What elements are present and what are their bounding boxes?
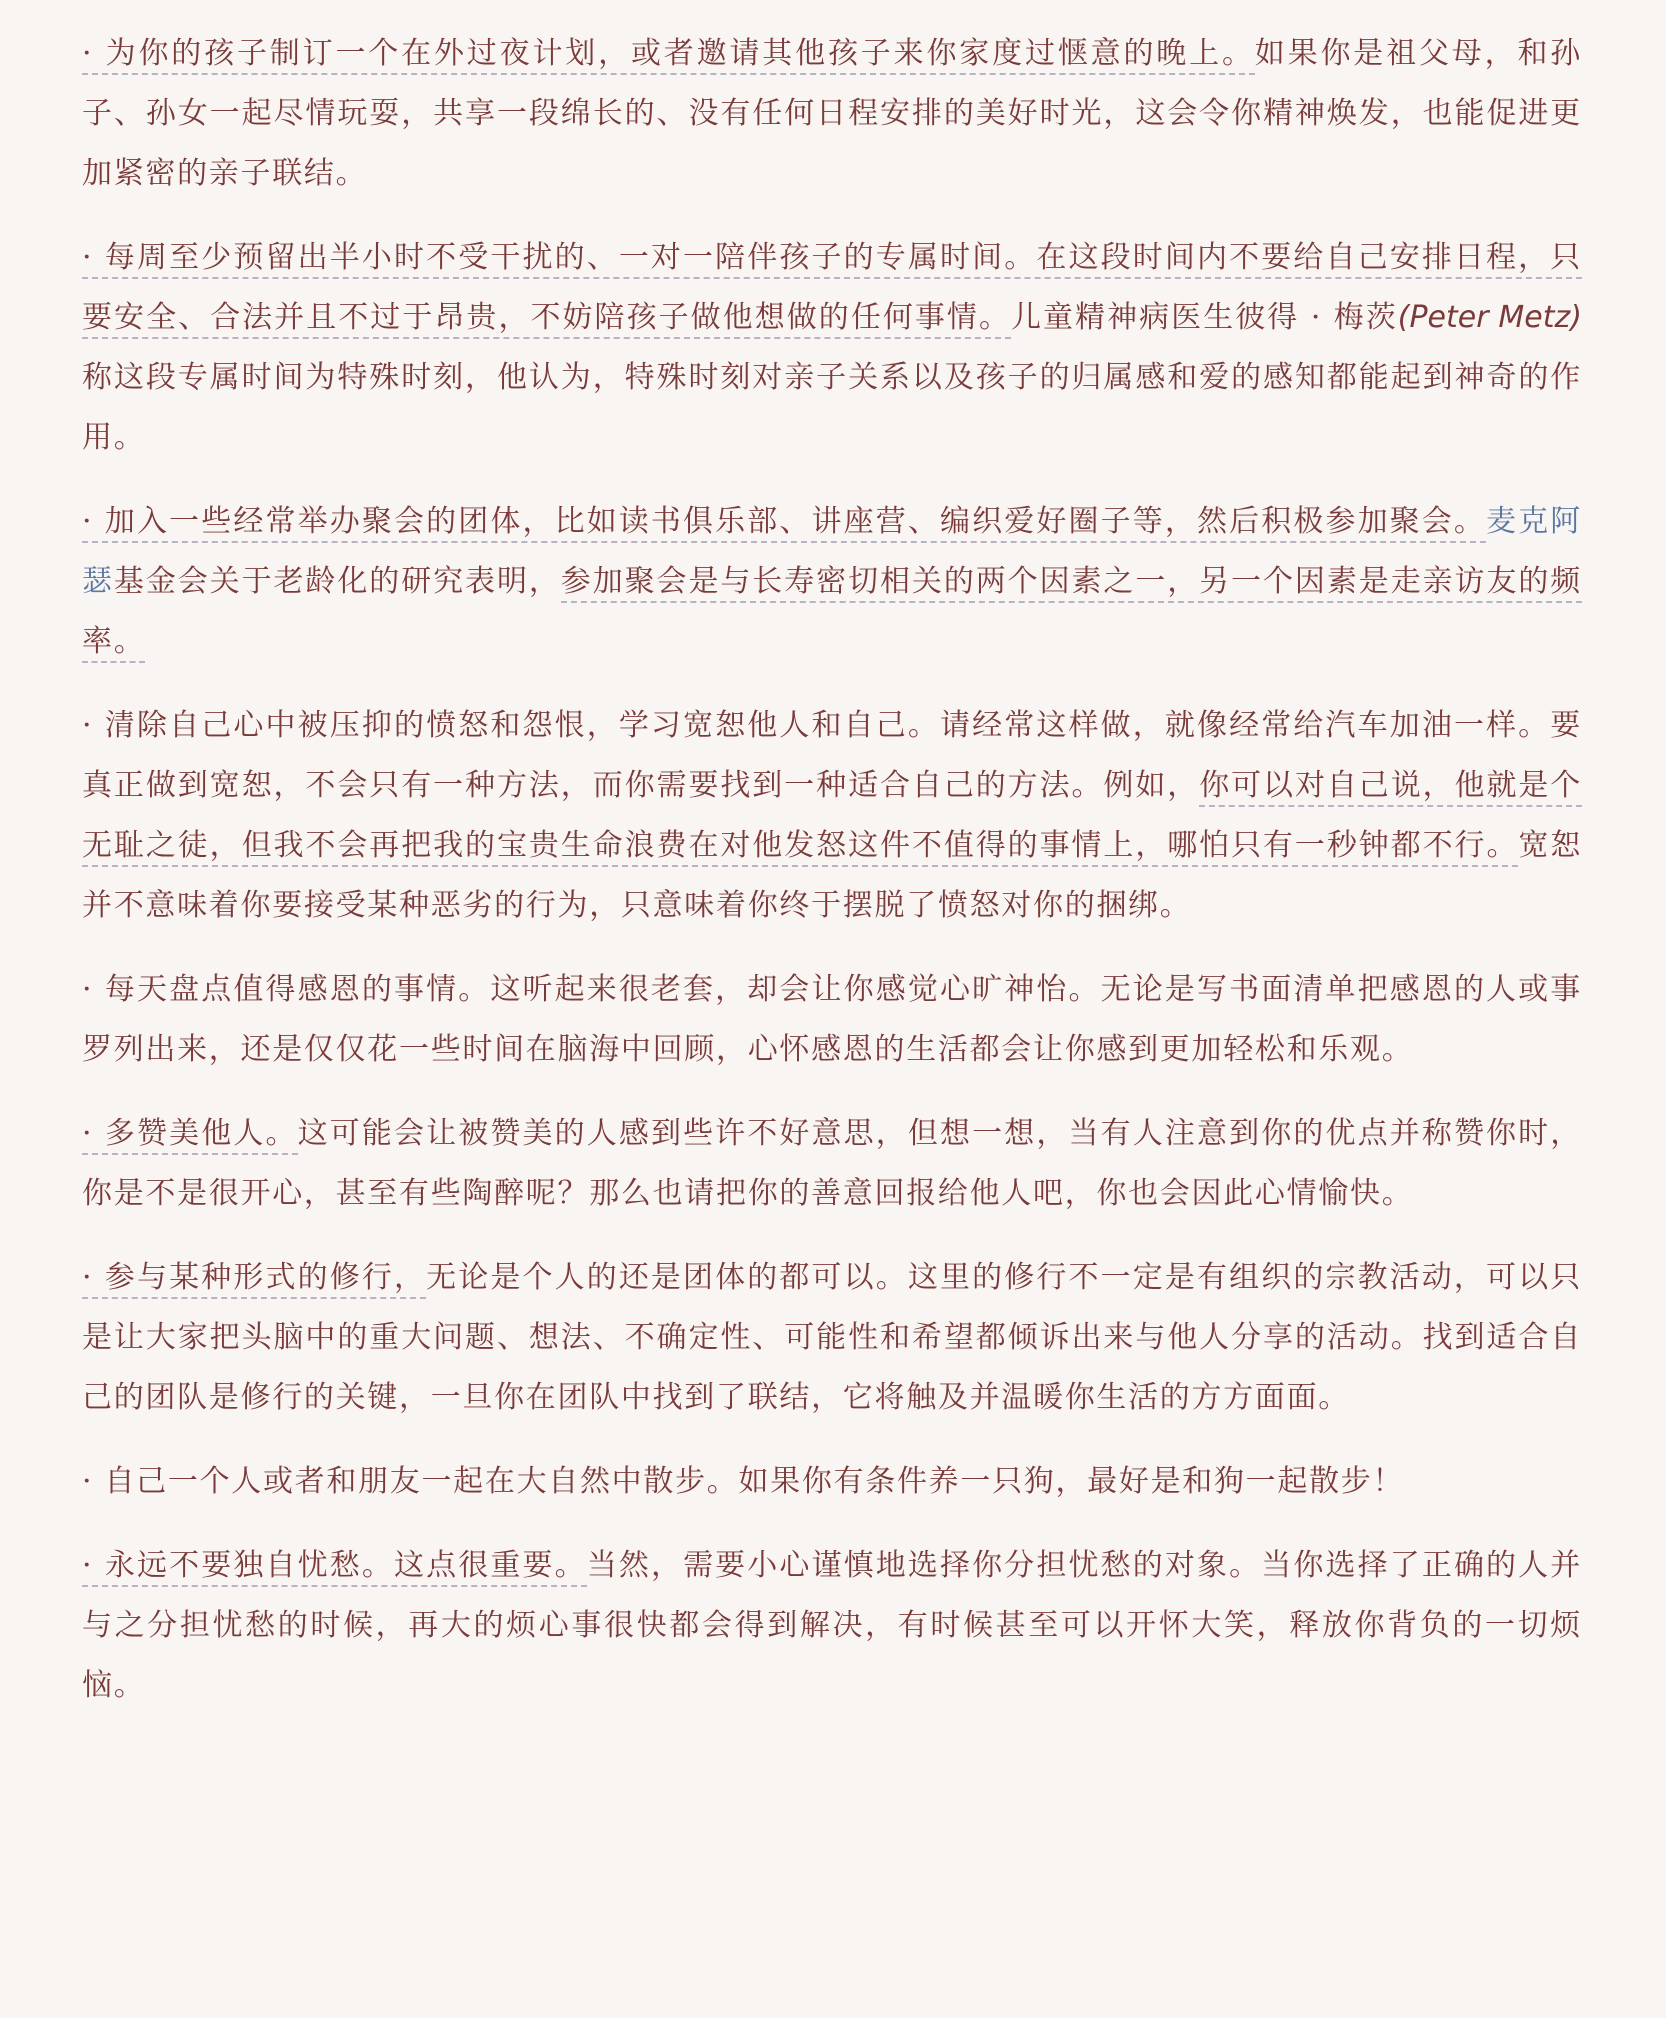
highlight-annotation[interactable]: 参加聚会是与长寿密切相关的两个因素之一，另一个因素是走亲访友的频率。: [82, 564, 1582, 663]
highlight-annotation[interactable]: · 为你的孩子制订一个在外过夜计划，或者邀请其他孩子来你家度过惬意的晚上。: [82, 36, 1255, 75]
text-run: · 自己一个人或者和朋友一起在大自然中散步。如果你有条件养一只狗，最好是和狗一起散步！: [82, 1464, 1405, 1499]
latin-name: (Peter Metz): [1397, 300, 1582, 335]
text-run: · 清除自己心中被压抑的愤怒和怨恨，学习宽恕他人和自己。请经常这样做，就像经常给汽车加油一样。要真正做到宽恕，不会只有一种方法，而你需要找到一种适合自己的方法。例如，: [82, 708, 1582, 803]
paragraph-1: [82, 24, 1582, 204]
text-run: 基金会关于老龄化的研究表明，: [113, 564, 561, 599]
highlight-annotation[interactable]: 你可以对自己说，他就是个无耻之徒，但我不会再把我的宝贵生命浪费在对他发怒这件不值得的事情上，哪怕只有一秒钟都不行。: [82, 768, 1582, 867]
text-run: 称这段专属时间为特殊时刻，他认为，特殊时刻对亲子关系以及孩子的归属感和爱的感知都能起到神奇的作用。: [82, 360, 1582, 455]
paragraph-7: [82, 1248, 1582, 1428]
highlight-annotation[interactable]: · 永远不要独自忧愁。这点很重要。: [82, 1548, 587, 1587]
paragraph-9: [82, 1536, 1582, 1716]
highlight-annotation[interactable]: · 多赞美他人。: [82, 1116, 298, 1155]
paragraph-6: [82, 1104, 1582, 1224]
macarthur-link[interactable]: 麦克阿瑟: [82, 504, 1582, 599]
paragraph-3: [82, 492, 1582, 672]
paragraph-4: [82, 696, 1582, 936]
highlight-annotation[interactable]: · 每周至少预留出半小时不受干扰的、一对一陪伴孩子的专属时间。在这段时间内不要给自己安排日程，只要安全、合法并且不过于昂贵，不妨陪孩子做他想做的任何事情。: [82, 240, 1582, 339]
text-run: 无论是个人的还是团体的都可以。这里的修行不一定是有组织的宗教活动，可以只是让大家把头脑中的重大问题、想法、不确定性、可能性和希望都倾诉出来与他人分享的活动。找到适合自己的团队是修行的关键，一旦你在团队中找到了联结，它将触及并温暖你生活的方方面面。: [82, 1260, 1582, 1415]
text-run: 儿童精神病医生彼得 · 梅茨: [1010, 300, 1398, 335]
text-run: 这可能会让被赞美的人感到些许不好意思，但想一想，当有人注意到你的优点并称赞你时，你是不是很开心，甚至有些陶醉呢？那么也请把你的善意回报给他人吧，你也会因此心情愉快。: [82, 1116, 1582, 1211]
paragraph-8: [82, 1452, 1582, 1512]
text-run: 如果你是祖父母，和孙子、孙女一起尽情玩耍，共享一段绵长的、没有任何日程安排的美好时光，这会令你精神焕发，也能促进更加紧密的亲子联结。: [82, 36, 1583, 191]
paragraph-2: [82, 228, 1582, 468]
highlight-annotation[interactable]: · 加入一些经常举办聚会的团体，比如读书俱乐部、讲座营、编织爱好圈子等，然后积极参加聚会。: [82, 504, 1486, 543]
highlight-annotation[interactable]: · 参与某种形式的修行，: [82, 1260, 426, 1299]
paragraph-5: [82, 960, 1582, 1080]
text-run: · 每天盘点值得感恩的事情。这听起来很老套，却会让你感觉心旷神怡。无论是写书面清单把感恩的人或事罗列出来，还是仅仅花一些时间在脑海中回顾，心怀感恩的生活都会让你感到更加轻松和乐观。: [82, 972, 1582, 1067]
text-run: 当然，需要小心谨慎地选择你分担忧愁的对象。当你选择了正确的人并与之分担忧愁的时候，再大的烦心事很快都会得到解决，有时候甚至可以开怀大笑，释放你背负的一切烦恼。: [82, 1548, 1582, 1703]
text-run: 宽恕并不意味着你要接受某种恶劣的行为，只意味着你终于摆脱了愤怒对你的捆绑。: [82, 828, 1582, 923]
